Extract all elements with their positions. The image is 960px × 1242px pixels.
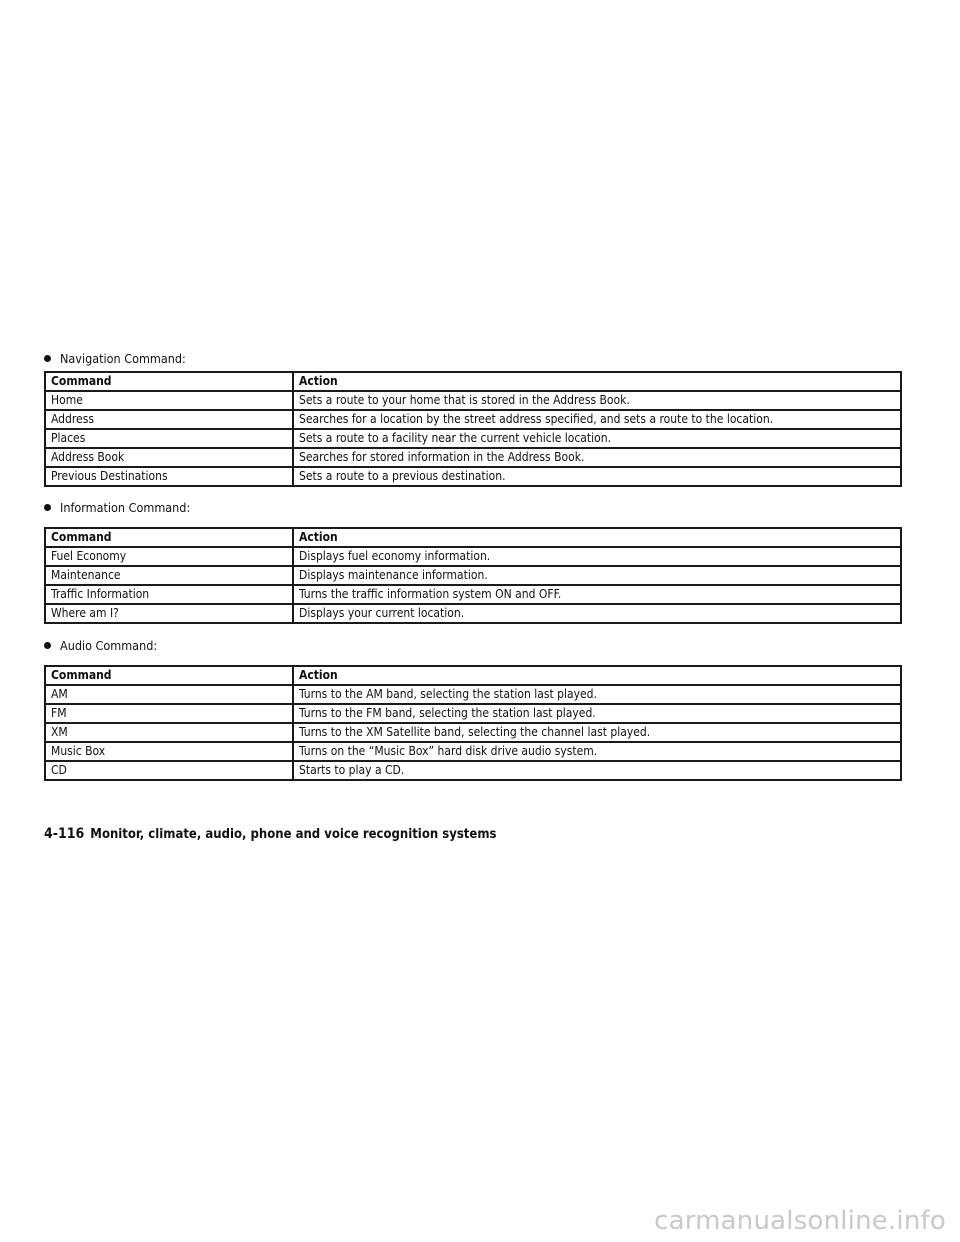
table-row bbox=[45, 585, 901, 604]
column-header-action: Action bbox=[293, 666, 901, 685]
action-cell: Displays fuel economy information. bbox=[293, 547, 901, 566]
table-header-row bbox=[45, 666, 901, 685]
page-footer bbox=[44, 826, 496, 842]
table-row bbox=[45, 391, 901, 410]
command-cell: Address Book bbox=[45, 448, 293, 467]
column-header-command: Command bbox=[45, 372, 293, 391]
action-cell: Searches for stored information in the Address Book. bbox=[293, 448, 901, 467]
table-row bbox=[45, 429, 901, 448]
table-header-row bbox=[45, 528, 901, 547]
bullet-icon bbox=[44, 642, 51, 649]
column-header-action: Action bbox=[293, 372, 901, 391]
action-cell: Sets a route to your home that is stored in the Address Book. bbox=[293, 391, 901, 410]
command-cell: AM bbox=[45, 685, 293, 704]
command-cell: Music Box bbox=[45, 742, 293, 761]
column-header-command: Command bbox=[45, 666, 293, 685]
action-cell: Searches for a location by the street address specified, and sets a route to the location. bbox=[293, 410, 901, 429]
action-cell: Sets a route to a facility near the current vehicle location. bbox=[293, 429, 901, 448]
table-row bbox=[45, 467, 901, 486]
table-row bbox=[45, 410, 901, 429]
bullet-icon bbox=[44, 504, 51, 511]
audio-command-heading: Audio Command: bbox=[44, 638, 157, 654]
table-row bbox=[45, 448, 901, 467]
column-header-command: Command bbox=[45, 528, 293, 547]
command-cell: Address bbox=[45, 410, 293, 429]
table-row bbox=[45, 547, 901, 566]
table-row bbox=[45, 761, 901, 780]
action-cell: Displays your current location. bbox=[293, 604, 901, 623]
action-cell: Turns to the AM band, selecting the station last played. bbox=[293, 685, 901, 704]
action-cell: Turns on the “Music Box” hard disk drive audio system. bbox=[293, 742, 901, 761]
table-row bbox=[45, 604, 901, 623]
action-cell: Turns to the FM band, selecting the station last played. bbox=[293, 704, 901, 723]
table-row bbox=[45, 723, 901, 742]
command-cell: Previous Destinations bbox=[45, 467, 293, 486]
navigation-command-table bbox=[44, 371, 902, 487]
action-cell: Displays maintenance information. bbox=[293, 566, 901, 585]
command-cell: Maintenance bbox=[45, 566, 293, 585]
action-cell: Turns the traffic information system ON and OFF. bbox=[293, 585, 901, 604]
chapter-title: Monitor, climate, audio, phone and voice recognition systems bbox=[90, 827, 497, 842]
bullet-icon bbox=[44, 355, 51, 362]
navigation-command-heading: Navigation Command: bbox=[44, 351, 186, 367]
table-row bbox=[45, 704, 901, 723]
action-cell: Sets a route to a previous destination. bbox=[293, 467, 901, 486]
action-cell: Starts to play a CD. bbox=[293, 761, 901, 780]
table-row bbox=[45, 742, 901, 761]
table-row bbox=[45, 685, 901, 704]
command-cell: XM bbox=[45, 723, 293, 742]
command-cell: FM bbox=[45, 704, 293, 723]
information-command-table bbox=[44, 527, 902, 624]
command-cell: CD bbox=[45, 761, 293, 780]
column-header-action: Action bbox=[293, 528, 901, 547]
command-cell: Places bbox=[45, 429, 293, 448]
command-cell: Home bbox=[45, 391, 293, 410]
action-cell: Turns to the XM Satellite band, selecting the channel last played. bbox=[293, 723, 901, 742]
information-command-heading: Information Command: bbox=[44, 500, 190, 516]
command-cell: Fuel Economy bbox=[45, 547, 293, 566]
table-row bbox=[45, 566, 901, 585]
command-cell: Where am I? bbox=[45, 604, 293, 623]
audio-command-table bbox=[44, 665, 902, 781]
watermark: carmanualsonline.info bbox=[654, 1206, 946, 1236]
table-header-row bbox=[45, 372, 901, 391]
page-number: 4-116 bbox=[44, 826, 85, 842]
command-cell: Traffic Information bbox=[45, 585, 293, 604]
